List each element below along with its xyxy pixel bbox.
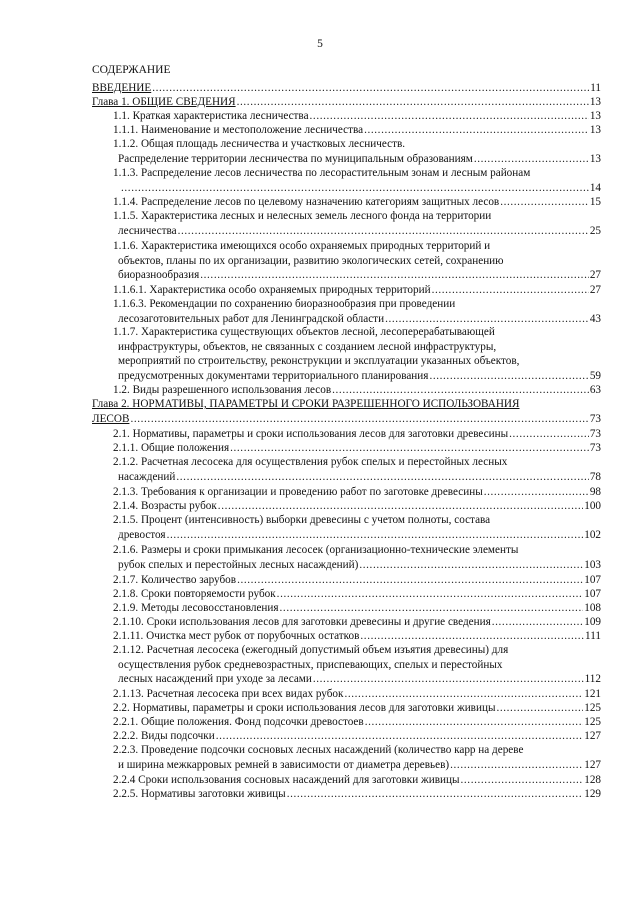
dot-leader (332, 384, 589, 397)
toc-entry-text: рубок спелых и перестойных лесных насаждений) (118, 558, 359, 571)
dot-leader (310, 110, 589, 123)
dot-leader (200, 269, 589, 282)
toc-entry[interactable] (113, 688, 601, 701)
dot-leader (509, 428, 589, 441)
toc-entry-text: 2.1.4. Возрасты рубок (113, 500, 217, 512)
dot-leader (230, 442, 589, 455)
toc-entry-text: 2.1.12. Расчетная лесосека (ежегодный допустимый объем изъятия древесины) для (113, 644, 509, 656)
toc-page-number: 102 (584, 528, 601, 541)
toc-entry-text: 2.1.8. Сроки повторяемости рубок (113, 588, 276, 600)
toc-page-number: 111 (585, 630, 601, 642)
toc-entry[interactable] (118, 269, 601, 282)
toc-entry-text: 1.1.3. Распределение лесов лесничества по лесорастительным зонам и лесным районам (113, 167, 531, 179)
toc-entry[interactable] (120, 182, 601, 195)
dot-leader (280, 602, 584, 615)
toc-page-number: 125 (584, 702, 601, 714)
toc-entry[interactable] (113, 384, 601, 397)
toc-entry-text: 2.1.11. Очистка мест рубок от порубочных остатков (113, 630, 360, 642)
toc-entry-text: 2.2.1. Общие положения. Фонд подсочки древостоев (113, 716, 364, 728)
toc-entry-text: 2.2.4 Сроки использования сосновых насаждений для заготовки живицы (113, 774, 460, 786)
toc-entry-text: 2.1.6. Размеры и сроки примыкания лесосек (организационно-технические элементы (113, 544, 519, 556)
toc-entry-text: 2.2.2. Виды подсочки (113, 730, 215, 742)
toc-page-number: 73 (589, 442, 601, 454)
toc-entry[interactable] (113, 730, 601, 743)
dot-leader (287, 788, 584, 801)
toc-entry-text: 2.1. Нормативы, параметры и сроки использования лесов для заготовки древесины (113, 428, 509, 440)
toc-entry[interactable] (118, 153, 601, 166)
toc-entry-text: 2.1.9. Методы лесовосстановления (113, 602, 279, 614)
toc-entry[interactable] (113, 702, 601, 715)
toc-entry-text: 2.1.3. Требования к организации и проведению работ по заготовке древесины (113, 486, 483, 498)
dot-leader (176, 471, 588, 484)
dot-leader (364, 124, 589, 137)
toc-entry-text: Распределение территории лесничества по муниципальным образованиям (118, 152, 473, 165)
dot-leader (432, 284, 589, 297)
dot-leader (313, 673, 584, 686)
toc-page-number: 128 (584, 774, 601, 786)
toc-page-number: 107 (584, 588, 601, 600)
toc-entry[interactable] (92, 96, 601, 109)
toc-entry-text: предусмотренных документами территориального планирования (118, 369, 429, 382)
toc-page-number: 13 (589, 110, 601, 122)
toc-entry-text: ЛЕСОВ (92, 412, 130, 425)
dot-leader (237, 96, 589, 109)
dot-leader (385, 313, 589, 326)
toc-page-number: 109 (584, 616, 601, 628)
toc-entry-text: 1.1.6.3. Рекомендации по сохранению биоразнообразия при проведении (113, 298, 456, 310)
dot-leader (130, 413, 588, 426)
toc-page-number: 127 (584, 730, 601, 742)
dot-leader (496, 702, 583, 715)
toc-page-number: 100 (584, 500, 601, 512)
toc-page-number: 11 (590, 82, 601, 94)
dot-leader (500, 196, 589, 209)
toc-entry[interactable] (113, 196, 601, 209)
toc-entry-text: Глава 2. НОРМАТИВЫ, ПАРАМЕТРЫ И СРОКИ РАЗРЕШЕННОГО ИСПОЛЬЗОВАНИЯ (92, 398, 520, 410)
toc-page-number: 129 (584, 788, 601, 800)
toc-page-number: 112 (584, 673, 601, 686)
toc-page-number: 107 (584, 574, 601, 586)
toc-entry[interactable] (118, 529, 601, 542)
dot-leader (344, 688, 583, 701)
toc-page-number: 127 (584, 758, 601, 771)
dot-leader (178, 225, 589, 238)
toc-page-number: 43 (589, 312, 601, 325)
toc-entry[interactable] (113, 630, 601, 643)
toc-entry-text: 2.1.13. Расчетная лесосека при всех видах рубок (113, 688, 344, 700)
toc-entry[interactable] (113, 716, 601, 729)
dot-leader (461, 774, 584, 787)
toc-entry-text: 2.2. Нормативы, параметры и сроки использования лесов для заготовки живицы (113, 702, 496, 714)
toc-entry[interactable] (113, 616, 601, 629)
toc-entry[interactable] (113, 774, 601, 787)
toc-entry[interactable] (113, 428, 601, 441)
toc-entry[interactable] (113, 284, 601, 297)
toc-entry-text: 2.1.2. Расчетная лесосека для осуществления рубок спелых и перестойных лесных (113, 456, 508, 468)
toc-entry-text: 2.1.1. Общие положения (113, 442, 230, 454)
toc-entry-text: лесозаготовительных работ для Ленинградской области (118, 312, 385, 325)
toc-entry-text: 1.1.1. Наименование и местоположение лесничества (113, 124, 364, 136)
toc-entry[interactable] (113, 486, 601, 499)
dot-leader (360, 630, 584, 643)
dot-leader (152, 82, 589, 95)
toc-entry-text: ВВЕДЕНИЕ (92, 82, 152, 94)
toc-entry[interactable] (113, 574, 601, 587)
dot-leader (167, 529, 584, 542)
toc-page-number: 73 (589, 428, 601, 440)
toc-page-number: 25 (589, 224, 601, 237)
toc-entry-text: 1.1.7. Характеристика существующих объектов лесной, лесоперерабатывающей (113, 326, 495, 338)
dot-leader (450, 759, 583, 772)
toc-entry-text: объектов, планы по их организации, развитию экологических сетей, сохранению (118, 254, 504, 267)
toc-page-number: 73 (589, 412, 601, 425)
toc-page-number: 63 (589, 384, 601, 396)
toc-entry[interactable] (113, 442, 601, 455)
toc-entry-text: 1.1.5. Характеристика лесных и нелесных земель лесного фонда на территории (113, 210, 492, 222)
toc-entry-text: лесных насаждений при уходе за лесами (118, 673, 312, 686)
toc-entry[interactable] (118, 370, 601, 383)
toc-page-number: 125 (584, 716, 601, 728)
toc-entry[interactable] (118, 225, 601, 238)
toc-entry-text: 2.1.5. Процент (интенсивность) выборки древесины с учетом полноты, состава (113, 514, 491, 526)
toc-page-number: 78 (589, 470, 601, 483)
toc-entry-text: 1.1.2. Общая площадь лесничества и участковых лесничеств. (113, 138, 406, 150)
dot-leader (365, 716, 584, 729)
toc-entry-text: 2.1.10. Сроки использования лесов для заготовки древесины и другие сведения (113, 616, 491, 628)
toc-entry[interactable] (113, 588, 601, 601)
toc-entry[interactable] (118, 471, 601, 484)
toc-page-number: 13 (589, 124, 601, 136)
dot-leader (474, 153, 589, 166)
toc-heading: СОДЕРЖАНИЕ (92, 64, 171, 76)
toc-page-number: 13 (589, 152, 601, 165)
toc-entry-text: и ширина межкарровых ремней в зависимости от диаметра деревьев) (118, 758, 450, 771)
dot-leader (218, 500, 583, 513)
toc-entry-text: инфраструктуры, объектов, не связанных с созданием лесной инфраструктуры, (118, 340, 497, 353)
toc-entry[interactable] (113, 602, 601, 615)
toc-entry-text: 1.2. Виды разрешенного использования лесов (113, 384, 332, 396)
toc-entry[interactable] (118, 313, 601, 326)
toc-entry-text: Глава 1. ОБЩИЕ СВЕДЕНИЯ (92, 96, 236, 108)
toc-entry[interactable] (92, 82, 601, 95)
toc-entry[interactable] (118, 673, 601, 686)
toc-entry[interactable] (113, 500, 601, 513)
dot-leader (492, 616, 583, 629)
dot-leader (277, 588, 584, 601)
toc-page-number: 14 (589, 181, 601, 194)
toc-entry-text: 2.2.5. Нормативы заготовки живицы (113, 788, 286, 800)
toc-page-number: 27 (589, 269, 601, 282)
toc-entry[interactable] (92, 413, 601, 426)
toc-entry-text: мероприятий по строительству, реконструкции и эксплуатации указанных объектов, (118, 355, 520, 368)
toc-entry[interactable] (113, 124, 601, 137)
toc-page-number: 121 (584, 688, 601, 700)
toc-entry-text: осуществления рубок средневозрастных, приспевающих, спелых и перестойных (118, 658, 503, 671)
toc-page-number: 15 (589, 196, 601, 208)
toc-entry[interactable] (113, 788, 601, 801)
toc-entry-text: 1.1.4. Распределение лесов по целевому назначению категориям защитных лесов (113, 196, 500, 208)
dot-leader (359, 559, 583, 572)
toc-entry-text: 1.1.6. Характеристика имеющихся особо охраняемых природных территорий и (113, 240, 491, 252)
toc-entry-text: биоразнообразия (118, 269, 200, 282)
toc-entry-text: древостоя (118, 528, 166, 541)
toc-page-number: 13 (589, 96, 601, 108)
toc-entry[interactable] (118, 759, 601, 772)
toc-entry-text: 1.1. Краткая характеристика лесничества (113, 110, 309, 122)
toc-page-number: 108 (584, 602, 601, 614)
toc-entry[interactable] (113, 110, 601, 123)
dot-leader (216, 730, 584, 743)
toc-entry-text: 2.2.3. Проведение подсочки сосновых лесных насаждений (количество карр на дереве (113, 744, 524, 756)
dot-leader (121, 182, 589, 195)
toc-page-number: 103 (584, 558, 601, 571)
toc-entry-text: насаждений (118, 470, 176, 483)
toc-entry-text: лесничества (118, 224, 177, 237)
toc-entry-text: 2.1.7. Количество зарубов (113, 574, 237, 586)
dot-leader (237, 574, 583, 587)
toc-page-number: 59 (589, 369, 601, 382)
dot-leader (429, 370, 588, 383)
toc-page-number: 98 (589, 486, 601, 498)
page-number: 5 (317, 38, 323, 50)
toc-entry-text: 1.1.6.1. Характеристика особо охраняемых природных территорий (113, 284, 431, 296)
dot-leader (484, 486, 589, 499)
toc-entry[interactable] (118, 559, 601, 572)
toc-page-number: 27 (589, 284, 601, 296)
